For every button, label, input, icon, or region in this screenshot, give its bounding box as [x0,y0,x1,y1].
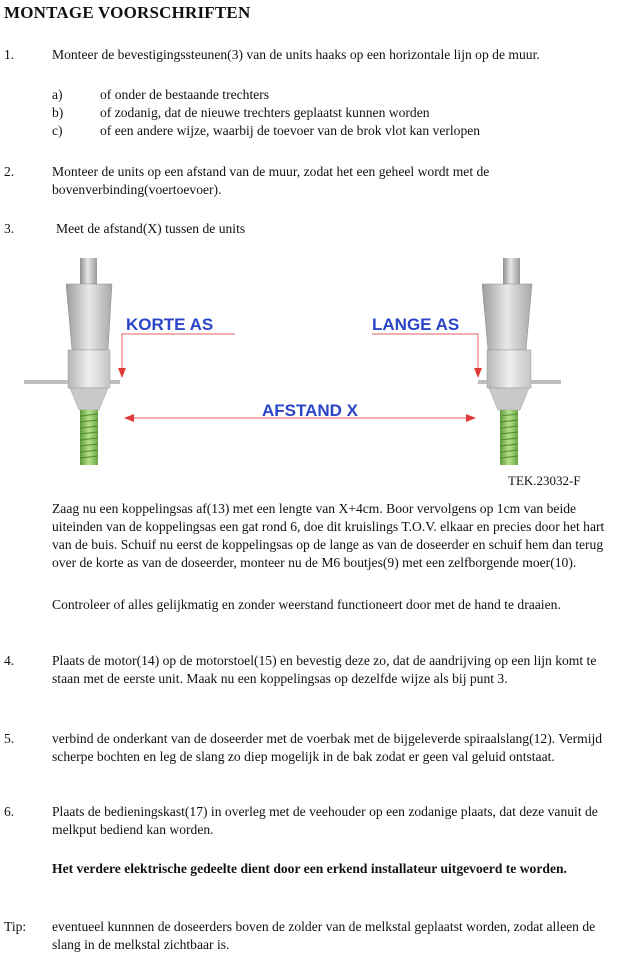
step-text: verbind de onderkant van de doseerder met de voerbak met de bijgeleverde spiraalslang(12). Vermijd scherpe bochten en leg de slang zo diep mogelijk in de bak zodat er geen val geluid ontstaat. [52,731,603,764]
label-lange-as: LANGE AS [372,315,460,334]
arrow-korte [118,368,126,378]
step-text: Plaats de bedieningskast(17) in overleg met de veehouder op een zodanige plaats, dat deze vanuit de melkput bediend kan worden. [52,804,598,837]
right-dosing-unit [478,258,561,465]
step-number: 5. [4,731,15,746]
sub-item-c: c) of een andere wijze, waarbij de toevoer van de brok vlot kan verlopen [52,123,481,138]
arrow-lange [474,368,482,378]
drawing-code: TEK.23032-F [508,473,581,488]
sub-item-a: a) of onder de bestaande trechters [52,87,270,102]
unit-diagram [0,250,627,490]
label-afstand-x: AFSTAND X [262,401,359,420]
step-number: 3. [4,221,15,236]
step-number: 1. [4,47,15,62]
paragraph-check: Controleer of alles gelijkmatig en zonder weerstand functioneert door met de hand te draaien. [52,597,561,612]
sub-item-b: b) of zodanig, dat de nieuwe trechters geplaatst kunnen worden [52,105,430,120]
step-text: Monteer de units op een afstand van de muur, zodat het een geheel wordt met de bovenverbinding(voertoevoer). [52,164,490,197]
tip-text: eventueel kunnnen de doseerders boven de zolder van de melkstal geplaatst worden, zodat alleen de slang in de melkstal zichtbaar is. [52,919,596,952]
step-text: Meet de afstand(X) tussen de units [56,221,246,236]
paragraph-coupling: Zaag nu een koppelingsas af(13) met een lengte van X+4cm. Boor vervolgens op 1cm van beide uiteinden van de koppelingsas een gat rond 6, doe dit kruislings T.O.V. elkaar en precies door het hart van de buis. Schuif nu eerst de koppelingsas op de lange as van de doseerder en schuif hem dan terug over de korte as van de doseerder, monteer nu de M6 boutjes(9) met een zelfborgende moer(10). [52,501,605,570]
step-number: 2. [4,164,15,179]
left-dosing-unit [24,258,120,465]
arrow-right [466,414,476,422]
step-number: 6. [4,804,15,819]
electrical-note: Het verdere elektrische gedeelte dient door een erkend installateur uitgevoerd te worden. [52,861,567,876]
tip-label: Tip: [4,919,27,934]
step-number: 4. [4,653,15,668]
arrow-left [124,414,134,422]
page-title: MONTAGE VOORSCHRIFTEN [4,3,251,22]
label-korte-as: KORTE AS [126,315,214,334]
step-text: Plaats de motor(14) op de motorstoel(15) en bevestig deze zo, dat de aandrijving op een lijn komt te staan met de eerste unit. Maak nu een koppelingsas op dezelfde wijze als bij punt 3. [52,653,597,686]
step-text: Monteer de bevestigingssteunen(3) van de units haaks op een horizontale lijn op de muur. [52,47,540,62]
